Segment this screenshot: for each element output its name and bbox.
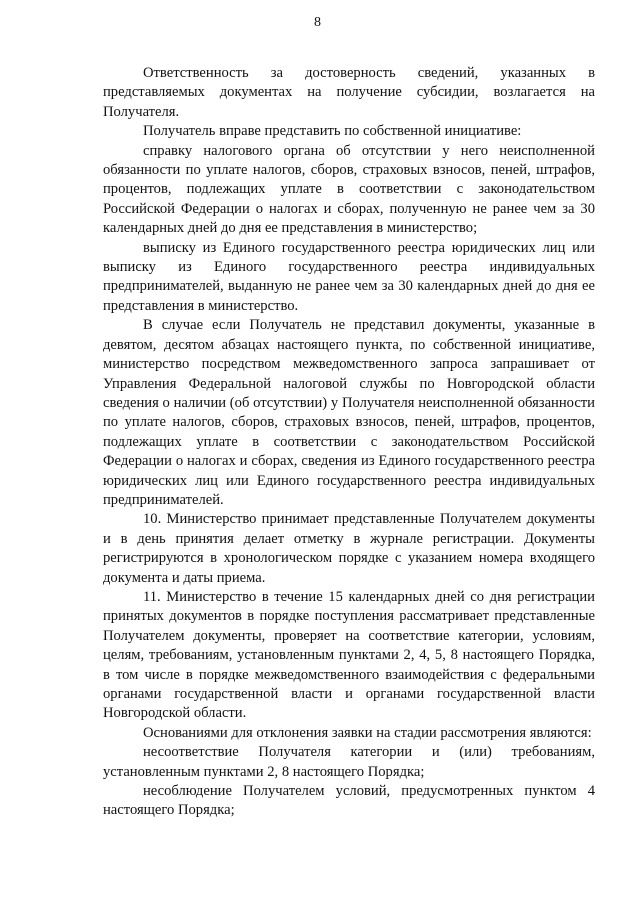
page-number: 8 xyxy=(314,15,321,30)
paragraph-optional-documents-intro: Получатель вправе представить по собственной инициативе: xyxy=(143,123,522,140)
paragraph-rejection-conditions: несоблюдение Получателем условий, предусмотренных пунктом 4 настоящего Порядка; xyxy=(103,783,595,819)
paragraph-register-extract: выписку из Единого государственного реестра юридических лиц или выписку из Единого государственного реестра индивидуальных предпринимателей, выданную не ранее чем за 30 календарных дней до дня ее представления в министерство. xyxy=(103,239,595,314)
paragraph-responsibility: Ответственность за достоверность сведений, указанных в представляемых документах на получение субсидии, возлагается на Получателя. xyxy=(103,65,595,120)
paragraph-item-10: 10. Министерство принимает представленные Получателем документы и в день принятия делает отметку в журнале регистрации. Документы регистрируются в хронологическом порядке с указанием номера входящего документа и даты приема. xyxy=(103,511,595,586)
paragraph-tax-certificate: справку налогового органа об отсутствии у него неисполненной обязанности по уплате налогов, сборов, страховых взносов, пеней, штрафов, процентов, подлежащих уплате в соответствии с законодательством Российской Федерации о налогах и сборах, полученную не ранее чем за 30 календарных дней до дня ее представления в министерство; xyxy=(103,142,595,237)
paragraph-rejection-category: несоответствие Получателя категории и (или) требованиям, установленным пунктами 2, 8 настоящего Порядка; xyxy=(103,744,595,780)
paragraph-interagency-request: В случае если Получатель не представил документы, указанные в девятом, десятом абзацах настоящего пункта, по собственной инициативе, министерство посредством межведомственного запроса запрашивает от Управления Федеральной налоговой службы по Новгородской области сведения о наличии (об отсутствии) у Получателя неисполненной обязанности по уплате налогов, сборов, страховых взносов, пеней, штрафов, процентов, подлежащих уплате в соответствии с законодательством Российской Федерации о налогах и сборах, сведения из Единого государственного реестра юридических лиц или Единого государственного реестра индивидуальных предпринимателей. xyxy=(103,317,595,508)
document-body xyxy=(103,64,595,821)
paragraph-item-11: 11. Министерство в течение 15 календарных дней со дня регистрации принятых документов в порядке поступления рассматривает представленные Получателем документы, проверяет на соответствие категории, условиям, целям, требованиям, установленным пунктами 2, 4, 5, 8 настоящего Порядка, в том числе в порядке межведомственного взаимодействия с федеральными органами государственной власти и органами государственной власти Новгородской области. xyxy=(103,588,595,722)
paragraph-rejection-grounds: Основаниями для отклонения заявки на стадии рассмотрения являются: xyxy=(143,724,592,741)
